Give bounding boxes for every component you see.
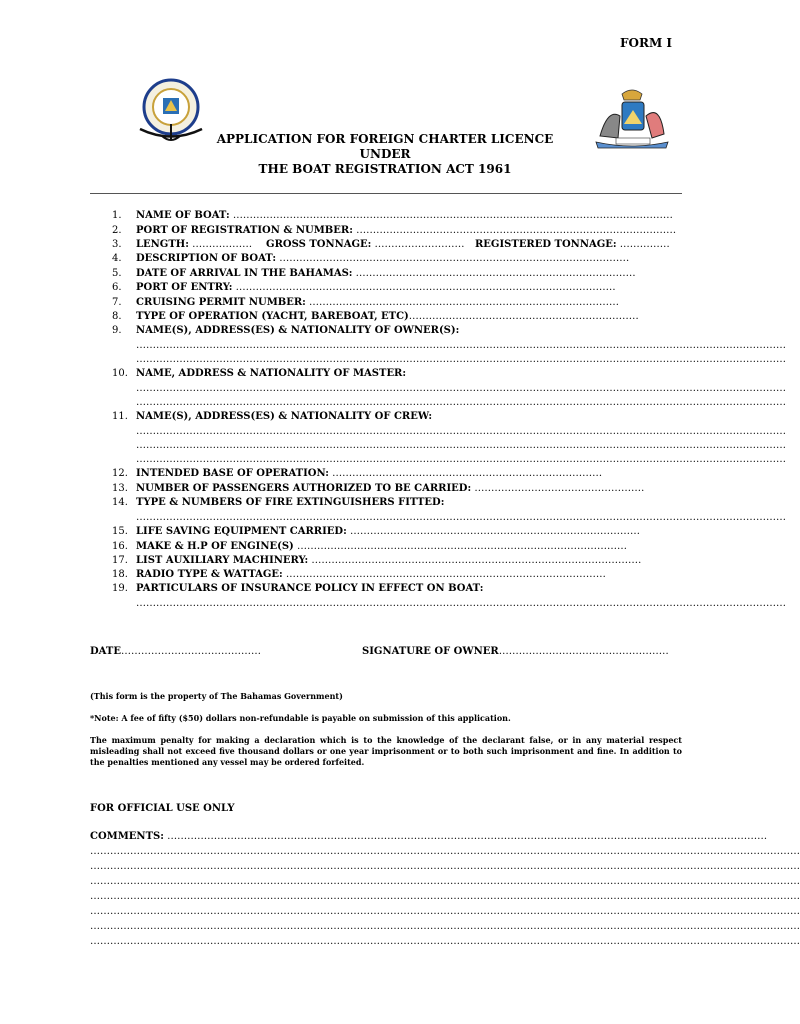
fill-line[interactable]: …………………………………………………………………………………………………………………………………………………………………………… [136, 512, 786, 523]
item-label: MAKE & H.P OF ENGINE(S) [136, 541, 294, 552]
title-line-1: APPLICATION FOR FOREIGN CHARTER LICENCE [216, 132, 554, 146]
fill-line[interactable]: …………………………………………………………………………………………………………………………………………………………………………… [136, 340, 786, 351]
item-label: TYPE OF OPERATION (YACHT, BAREBOAT, ETC) [136, 311, 409, 322]
item-crew [112, 411, 432, 422]
form-title [180, 132, 590, 177]
item-description: 4. DESCRIPTION OF BOAT: …………………………………………………………………………………………… [112, 253, 630, 264]
comments-line[interactable]: …………………………………………………………………………………………………………………………………………………………………………………………… [90, 906, 800, 917]
comments-line[interactable]: …………………………………………………………………………………………………………………………………………………………………………………………… [90, 876, 800, 887]
item-life-saving: 15. LIFE SAVING EQUIPMENT CARRIED: …………………………………………………………………………… [112, 526, 640, 537]
item-number: 11. [112, 411, 128, 422]
item-engines: 16. MAKE & H.P OF ENGINE(S) ……………………………………………………………………………………… [112, 541, 627, 552]
fill-line[interactable]: …………………………………………………………………………………………………………………………………………………………………………… [136, 426, 786, 437]
item-label-registered-tonnage: REGISTERED TONNAGE: [475, 239, 617, 250]
form-label: FORM I [620, 36, 673, 50]
item-label: PORT OF REGISTRATION & NUMBER: [136, 225, 353, 236]
item-base-of-operation: 12. INTENDED BASE OF OPERATION: ……………………………………………………………………… [112, 468, 603, 479]
item-label: TYPE & NUMBERS OF FIRE EXTINGUISHERS FITTED: [136, 497, 445, 508]
item-number: 13. [112, 483, 128, 494]
item-number: 5. [112, 268, 122, 279]
item-label: RADIO TYPE & WATTAGE: [136, 569, 283, 580]
item-label: NUMBER OF PASSENGERS AUTHORIZED TO BE CARRIED: [136, 483, 472, 494]
fill-line[interactable]: …………………………………………………………………………………………………………………………………………………………………………… [136, 440, 786, 451]
divider [90, 193, 682, 194]
item-label: CRUISING PERMIT NUMBER: [136, 297, 306, 308]
item-number: 9. [112, 325, 122, 336]
item-fire-extinguishers [112, 497, 444, 508]
item-label-gross-tonnage: GROSS TONNAGE: [266, 239, 372, 250]
item-cruising-permit: 7. CRUISING PERMIT NUMBER: ………………………………………………………………………………… [112, 297, 620, 308]
item-label: LIST AUXILIARY MACHINERY: [136, 555, 309, 566]
item-label: DATE OF ARRIVAL IN THE BAHAMAS: [136, 268, 353, 279]
item-number: 14. [112, 497, 128, 508]
item-label: PARTICULARS OF INSURANCE POLICY IN EFFECT ON BOAT: [136, 583, 484, 594]
item-master [112, 368, 406, 379]
fill-line[interactable]: …………………………………………………………………………………………………………………………………………………………………………… [136, 354, 786, 365]
item-port-of-entry: 6. PORT OF ENTRY: …………………………………………………………………………………………………… [112, 282, 616, 293]
item-passengers: 13. NUMBER OF PASSENGERS AUTHORIZED TO BE CARRIED: …………………………………………… [112, 483, 645, 494]
comments-line[interactable]: …………………………………………………………………………………………………………………………………………………………………………………………… [90, 936, 800, 947]
date-field[interactable]: DATE…………………………………… [90, 646, 261, 657]
fill-line[interactable]: …………………………………………………………………………………………………………………………………………………………………………… [136, 598, 786, 609]
item-label: NAME, ADDRESS & NATIONALITY OF MASTER: [136, 368, 407, 379]
item-number: 17. [112, 555, 128, 566]
comments-line[interactable]: …………………………………………………………………………………………………………………………………………………………………………………………… [90, 921, 800, 932]
owner-signature-field[interactable]: SIGNATURE OF OWNER…………………………………………… [362, 646, 669, 657]
item-label: DESCRIPTION OF BOAT: [136, 253, 277, 264]
item-number: 10. [112, 368, 128, 379]
item-label: NAME(S), ADDRESS(ES) & NATIONALITY OF OWNER(S): [136, 325, 460, 336]
item-length-tonnage: 3. LENGTH: ……………… GROSS TONNAGE: ……………………… REGISTERED TONNAGE: …………… [112, 239, 670, 250]
title-line-3: THE BOAT REGISTRATION ACT 1961 [258, 162, 512, 176]
item-type-of-operation: 8. TYPE OF OPERATION (YACHT, BAREBOAT, ETC)…………………………………………………………… [112, 311, 639, 322]
item-label: LENGTH: [136, 239, 189, 250]
item-number: 1. [112, 210, 122, 221]
item-label: PORT OF ENTRY: [136, 282, 233, 293]
item-number: 3. [112, 239, 122, 250]
comments-line[interactable]: …………………………………………………………………………………………………………………………………………………………………………………………… [90, 891, 800, 902]
item-number: 12. [112, 468, 128, 479]
item-number: 7. [112, 297, 122, 308]
item-number: 15. [112, 526, 128, 537]
item-number: 6. [112, 282, 122, 293]
date-label: DATE [90, 646, 121, 657]
item-label: NAME OF BOAT: [136, 210, 230, 221]
fill-line[interactable]: …………………………………………………………………………………………………………………………………………………………………………… [136, 454, 786, 465]
bahamas-coat-of-arms-logo [592, 86, 672, 150]
item-port-of-registration: 2. PORT OF REGISTRATION & NUMBER: …………………………………………………………………………………… [112, 225, 677, 236]
comments-label: COMMENTS: [90, 831, 164, 842]
item-owners [112, 325, 459, 336]
item-radio: 18. RADIO TYPE & WATTAGE: …………………………………………………………………………………… [112, 569, 606, 580]
item-number: 16. [112, 541, 128, 552]
item-insurance [112, 583, 483, 594]
item-name-of-boat: 1. NAME OF BOAT: …………………………………………………………………………………………………………………… [112, 210, 673, 221]
comments-line[interactable]: …………………………………………………………………………………………………………………………………………………………………………………………… [90, 861, 800, 872]
item-number: 19. [112, 583, 128, 594]
item-number: 18. [112, 569, 128, 580]
item-label: INTENDED BASE OF OPERATION: [136, 468, 329, 479]
item-date-of-arrival: 5. DATE OF ARRIVAL IN THE BAHAMAS: ………………………………………………………………………… [112, 268, 636, 279]
fill-line[interactable]: …………………………………………………………………………………………………………………………………………………………………………… [136, 383, 786, 394]
official-use-heading: FOR OFFICIAL USE ONLY [90, 803, 235, 814]
comments-field[interactable]: COMMENTS: ……………………………………………………………………………………………………………………………………………………………… [90, 831, 768, 842]
property-note: (This form is the property of The Bahamas Government) [90, 691, 343, 701]
comments-line[interactable]: …………………………………………………………………………………………………………………………………………………………………………………………… [90, 846, 800, 857]
item-label: LIFE SAVING EQUIPMENT CARRIED: [136, 526, 347, 537]
item-auxiliary-machinery: 17. LIST AUXILIARY MACHINERY: ……………………………………………………………………………………… [112, 555, 642, 566]
owner-signature-label: SIGNATURE OF OWNER [362, 646, 499, 657]
item-number: 4. [112, 253, 122, 264]
penalty-note: The maximum penalty for making a declaration which is to the knowledge of the declarant false, or in any material respect misleading shall not exceed five thousand dollars or one year imprisonment or to both such imprisonment and fine. In addition to the penalties mentioned any vessel may be ordered forfeited. [90, 735, 682, 767]
item-label: NAME(S), ADDRESS(ES) & NATIONALITY OF CREW: [136, 411, 433, 422]
item-number: 8. [112, 311, 122, 322]
title-line-2: UNDER [359, 147, 411, 161]
fee-note: *Note: A fee of fifty ($50) dollars non-refundable is payable on submission of this application. [90, 713, 511, 723]
fill-line[interactable]: …………………………………………………………………………………………………………………………………………………………………………… [136, 397, 786, 408]
item-number: 2. [112, 225, 122, 236]
